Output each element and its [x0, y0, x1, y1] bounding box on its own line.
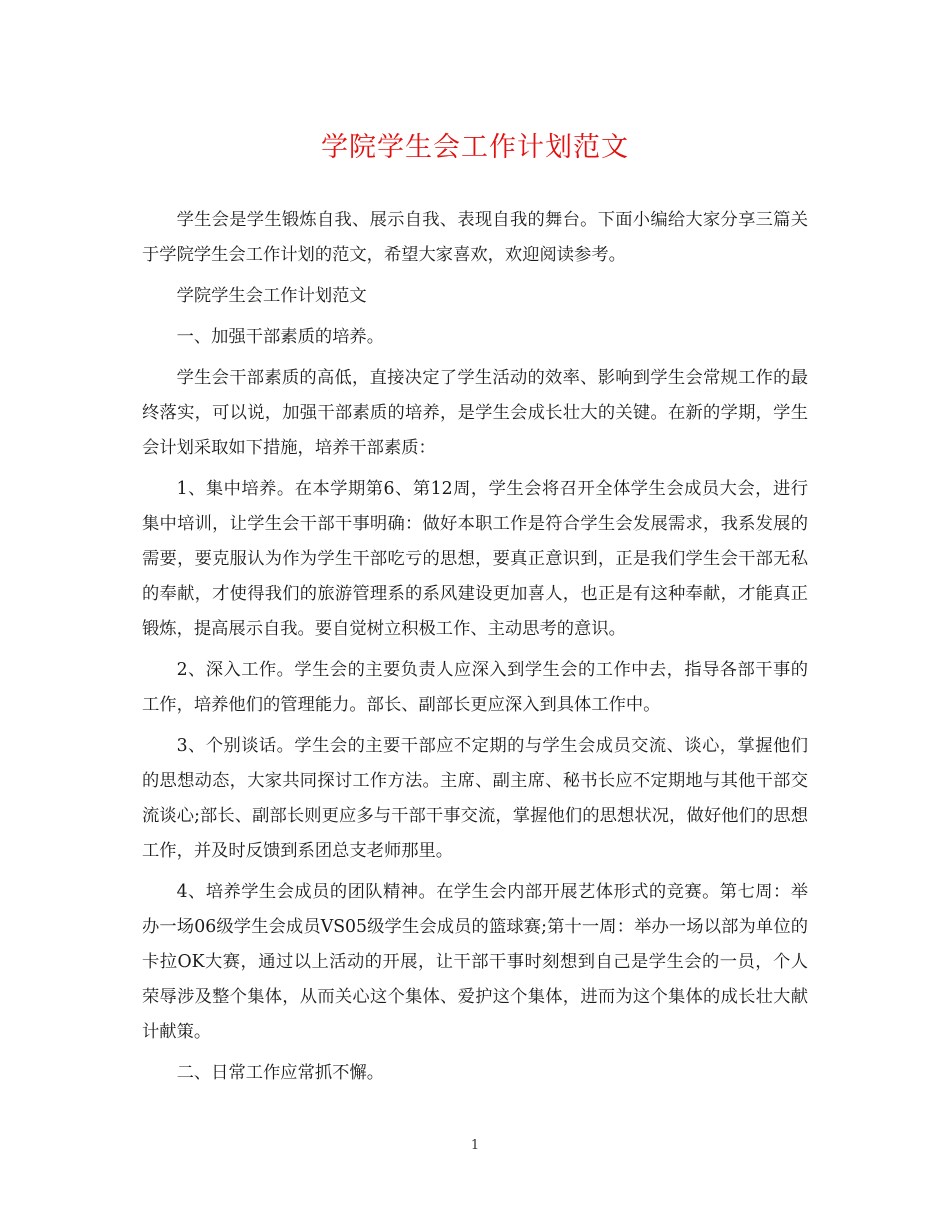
paragraph-intro: 学生会是学生锻炼自我、展示自我、表现自我的舞台。下面小编给大家分享三篇关于学院学生会工作计划的范文，希望大家喜欢，欢迎阅读参考。	[142, 210, 808, 265]
paragraph-item-1: 1、集中培养。在本学期第6、第12周，学生会将召开全体学生会成员大会，进行集中培训，让学生会干部干事明确：做好本职工作是符合学生会发展需求，我系发展的需要，要克服认为作为学生干部吃亏的思想，要真正意识到，正是我们学生会干部无私的奉献，才使得我们的旅游管理系的系风建设更加喜人，也正是有这种奉献，才能真正锻炼，提高展示自我。要自觉树立积极工作、主动思考的意识。	[142, 479, 808, 639]
paragraph-item-2: 2、深入工作。学生会的主要负责人应深入到学生会的工作中去，指导各部干事的工作，培养他们的管理能力。部长、副部长更应深入到具体工作中。	[142, 660, 808, 715]
page-number: 1	[470, 1138, 480, 1153]
document-body	[142, 203, 808, 1097]
paragraph-item-4: 4、培养学生会成员的团队精神。在学生会内部开展艺体形式的竞赛。第七周：举办一场06级学生会成员VS05级学生会成员的篮球赛;第十一周：举办一场以部为单位的卡拉OK大赛，通过以上活动的开展，让干部干事时刻想到自己是学生会的一员，个人荣辱涉及整个集体，从而关心这个集体、爱护这个集体，进而为这个集体的成长壮大献计献策。	[142, 882, 808, 1042]
document-title: 学院学生会工作计划范文	[321, 132, 629, 163]
paragraph-item-3: 3、个别谈话。学生会的主要干部应不定期的与学生会成员交流、谈心，掌握他们的思想动态，大家共同探讨工作方法。主席、副主席、秘书长应不定期地与其他干部交流谈心;部长、副部长则更应多与干部干事交流，掌握他们的思想状况，做好他们的思想工作，并及时反馈到系团总支老师那里。	[142, 736, 808, 861]
paragraph-section-2-heading: 二、日常工作应常抓不懈。	[176, 1063, 384, 1083]
paragraph-section-1-body: 学生会干部素质的高低，直接决定了学生活动的效率、影响到学生会常规工作的最终落实，可以说，加强干部素质的培养，是学生会成长壮大的关键。在新的学期，学生会计划采取如下措施，培养干部素质：	[142, 368, 808, 458]
paragraph-section-1-heading: 一、加强干部素质的培养。	[176, 327, 384, 347]
paragraph-subtitle: 学院学生会工作计划范文	[176, 286, 367, 306]
